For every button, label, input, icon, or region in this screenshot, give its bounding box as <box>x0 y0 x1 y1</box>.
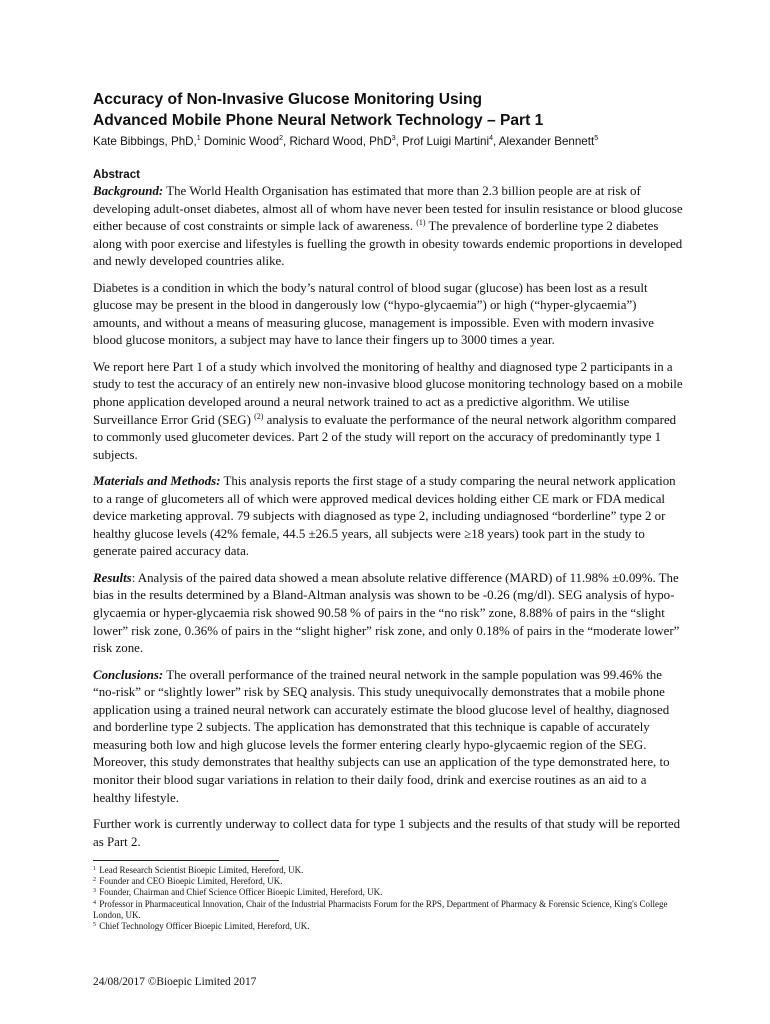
footnote <box>93 865 685 876</box>
footnote-number: 4 <box>93 899 96 906</box>
results-label: Results <box>93 570 132 585</box>
abstract-body <box>93 183 685 860</box>
author-separator: , <box>395 135 403 148</box>
conclusions-text: The overall performance of the trained neural network in the sample population was 99.46% the “no-risk” or “slightly lower” risk by SEQ analysis. This study unequivocally demonstrates that a mobile phone application using a trained neural network can accurately estimate the blood glucose level of healthy, diagnosed and borderline type 2 subjects. The application has demonstrated that this technique is capable of accurately measuring both low and high glucose levels the former entering clearly hypo-glycaemic region of the SEG. Moreover, this study demonstrates that healthy subjects can use an application of the type demonstrated here, to monitor their blood sugar variations in relation to their daily food, drink and exercise routines as an aid to a healthy lifestyle. <box>93 667 670 805</box>
background-text: The World Health Organisation has estimated that more than 2.3 billion people are at risk of developing adult-onset diabetes, almost all of whom have never been tested for insulin resistance or blood glucose either because of cost constraints or simple lack of awareness. <box>93 184 683 234</box>
footnote-text: Professor in Pharmaceutical Innovation, Chair of the Industrial Pharmacists Forum for the RPS, Department of Pharmacy & Forensic Science, King's College London, UK. <box>93 898 668 920</box>
study-text-continued: analysis to evaluate the performance of the neural network algorithm compared to commonly used glucometer devices. Part 2 of the study will report on the accuracy of predominantly type 1 subjects. <box>93 412 677 462</box>
author-list <box>93 134 733 150</box>
footnote-text: Lead Research Scientist Bioepic Limited, Hereford, UK. <box>99 865 304 875</box>
background-label: Background: <box>93 184 164 198</box>
study-text: We report here Part 1 of a study which involved the monitoring of healthy and diagnosed type 2 participants in a study to test the accuracy of an entirely new non-invasive blood glucose monitoring technology based on a mobile phone application developed around a neural network trained to act as a predictive algorithm. We utilise Surveillance Error Grid (SEG) <box>93 359 683 427</box>
results-paragraph <box>93 570 685 658</box>
author-name: Alexander Bennett <box>498 135 595 148</box>
footnote-divider <box>93 860 279 861</box>
citation-ref: (1) <box>416 218 426 228</box>
footnote-text: Founder and CEO Bioepic Limited, Hereford, UK. <box>99 876 283 887</box>
background-paragraph <box>93 183 685 271</box>
author-separator: , <box>283 135 290 148</box>
methods-label: Materials and Methods: <box>93 474 221 489</box>
footnote-number: 2 <box>93 877 96 884</box>
diabetes-paragraph: Diabetes is a condition in which the body’s natural control of blood sugar (glucose) has been lost as a result glucose may be present in the blood in dangerously low (“hypo-glycaemia”) or high (“hyper-glycaemia”) amounts, and without a means of measuring glucose, management is impossible. Even with modern invasive blood glucose monitors, a subject may have to lance their fingers up to 3000 times a year. <box>93 280 654 348</box>
conclusions-label: Conclusions: <box>93 667 164 682</box>
author-affiliation-ref: 3 <box>391 135 396 142</box>
citation-ref: (2) <box>254 411 264 421</box>
footnote-number: 1 <box>93 866 96 872</box>
footnote-text: Chief Technology Officer Bioepic Limited, Hereford, UK. <box>99 921 310 932</box>
background-text-continued: The prevalence of borderline type 2 diabetes along with poor exercise and lifestyles is fuelling the growth in obesity towards endemic proportions in developed and newly developed countries alike. <box>93 219 683 269</box>
footnote <box>93 887 685 898</box>
further-work-paragraph: Further work is currently underway to collect data for type 1 subjects and the results of that study will be reported as Part 2. <box>93 817 681 849</box>
author-affiliation-ref: 2 <box>279 135 283 142</box>
footnote-text: Founder, Chairman and Chief Science Officer Bioepic Limited, Hereford, UK. <box>99 887 383 898</box>
study-paragraph <box>93 359 685 464</box>
methods-paragraph <box>93 473 685 561</box>
footnotes <box>93 865 685 932</box>
author-affiliation-ref: 4 <box>489 135 493 142</box>
methods-text: This analysis reports the first stage of a study comparing the neural network application to a range of glucometers all of which were approved medical devices holding either CE mark or FDA medical device marketing approval. 79 subjects with diagnosed as type 2, including undiagnosed “borderline” type 2 or healthy glucose levels (42% female, 44.5 ±26.5 years, all subjects were ≥18 years) took part in the study to generate paired accuracy data. <box>93 474 676 559</box>
author-name: Richard Wood, PhD <box>289 135 392 148</box>
author-affiliation-ref: 5 <box>594 135 599 142</box>
footnote <box>93 921 685 932</box>
footnote-number: 5 <box>93 922 96 929</box>
author-separator: , <box>492 135 499 148</box>
author-name: Kate Bibbings, PhD, <box>93 135 197 148</box>
title-line-2: Advanced Mobile Phone Neural Network Technology – Part 1 <box>93 112 544 129</box>
abstract-heading: Abstract <box>93 168 141 181</box>
paper-title <box>93 89 733 131</box>
title-line-1: Accuracy of Non-Invasive Glucose Monitoring Using <box>93 91 483 108</box>
page-footer: 24/08/2017 ©Bioepic Limited 2017 <box>93 976 257 988</box>
author-affiliation-ref: 1 <box>196 135 201 142</box>
footnote-number: 3 <box>93 888 96 895</box>
author-name: Prof Luigi Martini <box>402 135 490 148</box>
footnote <box>93 899 685 921</box>
conclusions-paragraph <box>93 667 685 807</box>
footnote <box>93 876 685 887</box>
results-text: : Analysis of the paired data showed a mean absolute relative difference (MARD) of 11.98% ±0.09%. The bias in the results determined by a Bland-Altman analysis was shown to be -0.26 (mg/dl). SEG analysis of hypo-glycaemia or hyper-glycaemia risk showed 90.58 % of pairs in the “no risk” zone, 8.88% of pairs in the “slight lower” risk zone, 0.36% of pairs in the “slight higher” risk zone, and only 0.18% of pairs in the “moderate lower” risk zone. <box>93 570 680 656</box>
author-name: Dominic Wood <box>203 135 280 148</box>
